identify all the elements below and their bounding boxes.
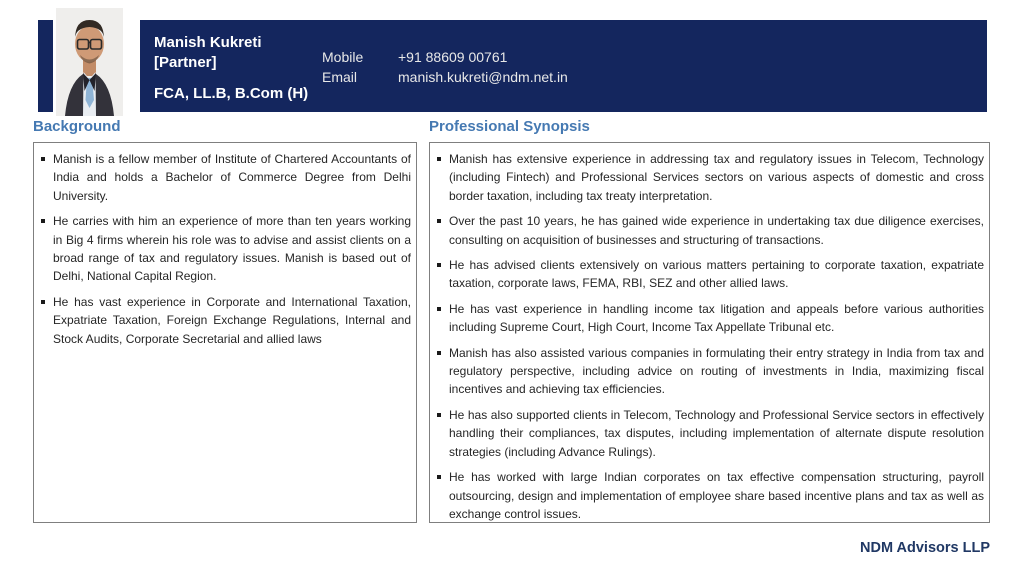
background-bullet-item: Manish is a fellow member of Institute of Chartered Accountants of India and holds a Bachelor of Commerce Degree from Delhi University. <box>40 150 411 205</box>
mobile-label: Mobile <box>322 49 364 65</box>
profile-photo <box>56 8 123 116</box>
profile-photo-image <box>56 8 123 116</box>
synopsis-bullet-item: Manish has also assisted various companies in formulating their entry strategy in India from tax and regulatory perspective, including advice on routing of investments in India, maximizing fiscal incentives and achieving tax efficiencies. <box>436 344 984 399</box>
synopsis-bullet-item: Manish has extensive experience in addressing tax and regulatory issues in Telecom, Technology (including Fintech) and Professional Services sectors on various aspects of domestic and cross border taxation, including tax treaty interpretation. <box>436 150 984 205</box>
brand-footer: NDM Advisors LLP <box>860 540 990 556</box>
background-list <box>40 150 411 348</box>
accent-bar <box>38 20 53 112</box>
contact-block <box>322 47 568 87</box>
synopsis-heading: Professional Synopsis <box>429 118 590 135</box>
person-role: [Partner] <box>154 54 217 71</box>
synopsis-bullet-item: He has also supported clients in Telecom, Technology and Professional Service sectors in effectively handling their compliances, tax disputes, including implementation of alternate dispute resolution strategies (including Advance Rulings). <box>436 406 984 461</box>
synopsis-list <box>436 150 984 523</box>
mobile-row <box>322 47 568 67</box>
synopsis-bullet-item: Over the past 10 years, he has gained wide experience in undertaking tax due diligence exercises, consulting on acquisition of businesses and structuring of transactions. <box>436 212 984 249</box>
name-block <box>154 33 308 104</box>
background-heading: Background <box>33 118 121 135</box>
header-banner <box>140 20 987 112</box>
background-bullet-item: He carries with him an experience of more than ten years working in Big 4 firms wherein his role was to advise and assist clients on a broad range of tax and regulatory issues. Manish is based out of Delhi, National Capital Region. <box>40 212 411 286</box>
person-name: Manish Kukreti <box>154 34 262 51</box>
background-box <box>33 142 417 523</box>
email-row <box>322 67 568 87</box>
background-bullet-item: He has vast experience in Corporate and International Taxation, Expatriate Taxation, Foreign Exchange Regulations, Internal and Stock Audits, Corporate Secretarial and allied laws <box>40 293 411 348</box>
person-qualifications: FCA, LL.B, B.Com (H) <box>154 85 309 102</box>
synopsis-bullet-item: He has advised clients extensively on various matters pertaining to corporate taxation, expatriate taxation, corporate laws, FEMA, RBI, SEZ and other allied laws. <box>436 256 984 293</box>
email-value: manish.kukreti@ndm.net.in <box>398 69 568 85</box>
synopsis-box <box>429 142 990 523</box>
synopsis-bullet-item: He has vast experience in handling income tax litigation and appeals before various authorities including Supreme Court, High Court, Income Tax Appellate Tribunal etc. <box>436 300 984 337</box>
synopsis-bullet-item: He has worked with large Indian corporates on tax effective compensation structuring, payroll outsourcing, design and implementation of employee share based incentive plans and tax as well as exchange control issues. <box>436 468 984 523</box>
mobile-value: +91 88609 00761 <box>398 49 508 65</box>
email-label: Email <box>322 69 358 85</box>
